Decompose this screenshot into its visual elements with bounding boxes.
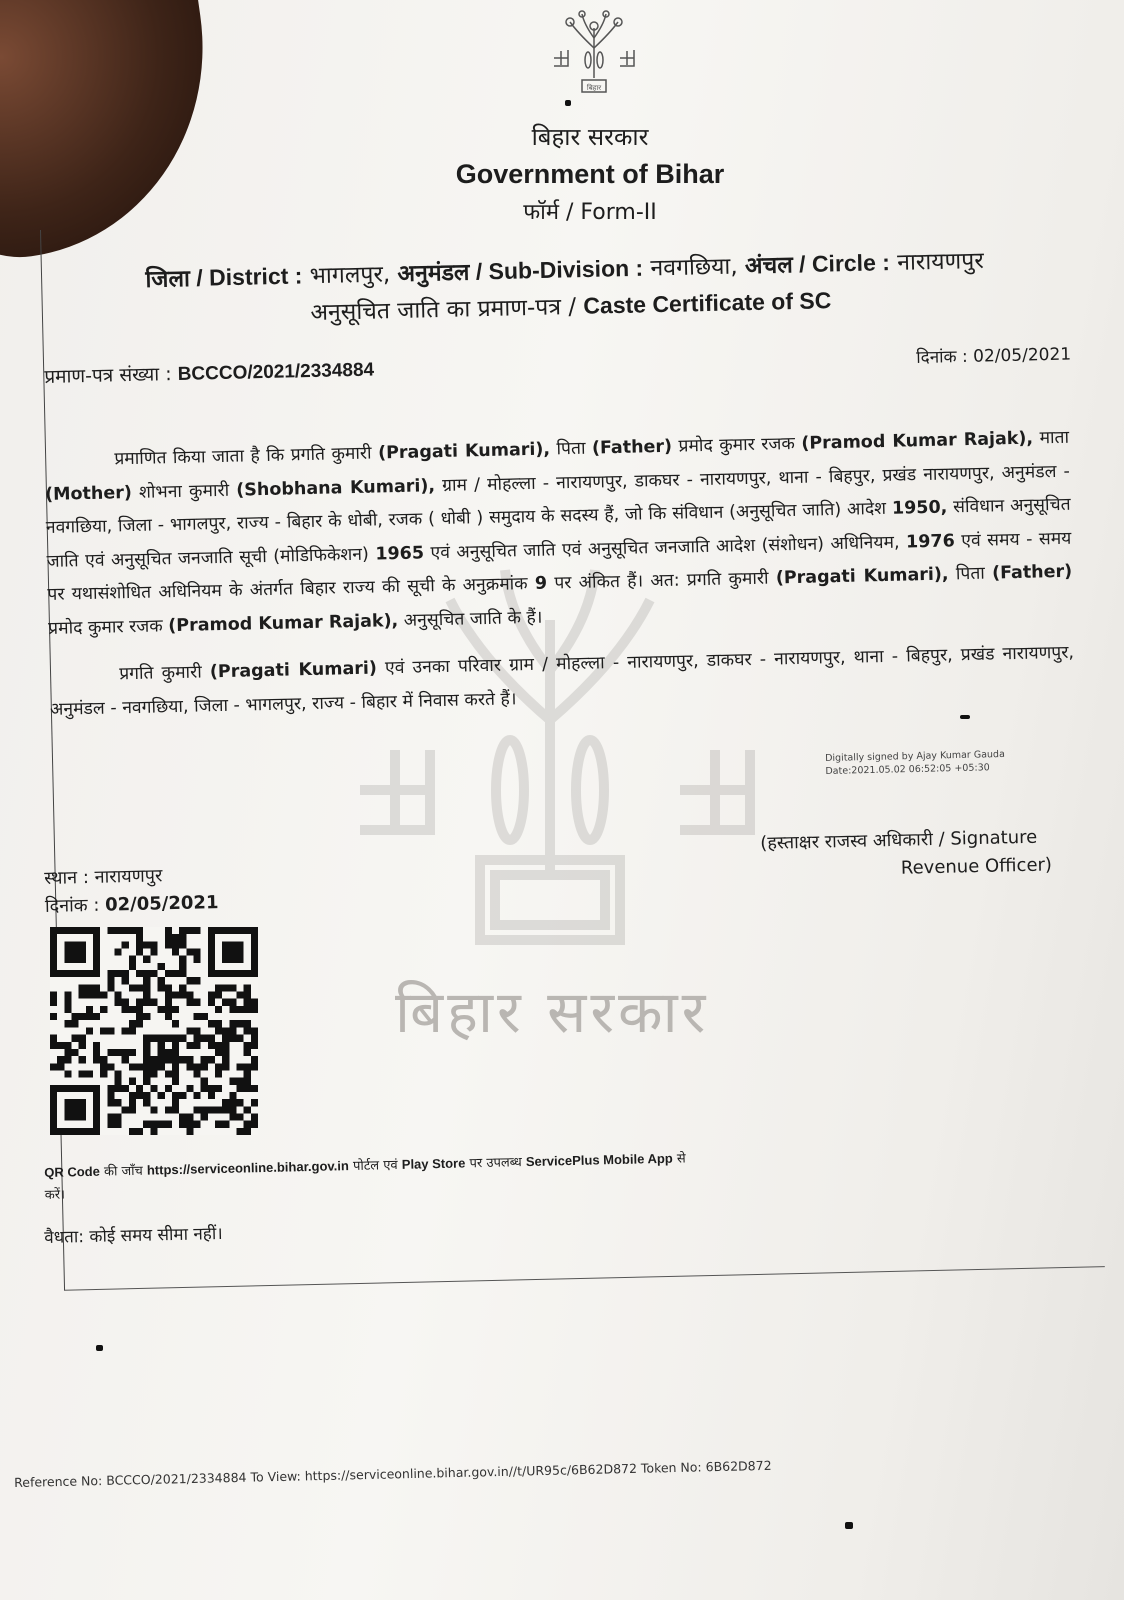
- speck: [960, 715, 970, 719]
- person-name: (Pragati Kumari),: [775, 564, 949, 589]
- form-number: फॉर्म / Form-II: [523, 200, 657, 225]
- body-text: अनुसूचित जाति के हैं।: [403, 607, 543, 631]
- place-label: स्थान :: [44, 866, 90, 889]
- qr-note-app: ServicePlus Mobile App: [525, 1150, 673, 1170]
- father-label: (Father): [591, 436, 673, 459]
- body-text: प्रमाणित किया जाता है कि प्रगति कुमारी: [114, 443, 372, 470]
- speck: [565, 100, 571, 106]
- person-name: (Pragati Kumari): [209, 658, 378, 683]
- circle-label: अंचल / Circle :: [744, 249, 891, 279]
- body-text: प्रमोद कुमार रजक: [678, 433, 796, 457]
- speck: [96, 1345, 103, 1351]
- digital-signature-date: Date:2021.05.02 06:52:05 +05:30: [825, 762, 990, 777]
- validity: वैधता: कोई समय सीमा नहीं।: [44, 1223, 223, 1248]
- gov-hindi: बिहार सरकार: [531, 123, 649, 151]
- gov-english: Government of Bihar: [455, 159, 725, 189]
- qr-note-text: पोर्टल एवं: [352, 1157, 398, 1174]
- footer-reference: Reference No: BCCCO/2021/2334884 To View: https://serviceonline.bihar.gov.in//t/UR95c/6B62D872 Token No: 6B62D872: [14, 1457, 772, 1490]
- issue-date-label: दिनांक :: [44, 894, 100, 917]
- date-top: दिनांक : 02/05/2021: [916, 344, 1072, 368]
- order-year: 1950,: [891, 497, 948, 519]
- signatory-line-2: Revenue Officer): [900, 854, 1053, 879]
- body-text: एवं समय - समय पर यथासंशोधित अधिनियम के अंतर्गत बिहार राज्य की सूची के अनुक्रमांक: [47, 528, 1072, 605]
- father-name: (Pramod Kumar Rajak),: [168, 610, 399, 636]
- qr-note-text: की जाँच: [103, 1163, 143, 1180]
- district-value: भागलपुर,: [309, 261, 391, 290]
- qr-note-text: पर उपलब्ध: [469, 1155, 522, 1172]
- certificate-number-label: प्रमाण-पत्र संख्या :: [44, 363, 172, 388]
- order-year: 1976: [905, 530, 955, 552]
- body-paragraph-1: [44, 422, 1073, 646]
- mother-label: (Mother): [44, 482, 133, 505]
- father-label: (Father): [991, 561, 1073, 584]
- person-name: (Pragati Kumari),: [377, 439, 551, 464]
- subdivision-label: अनुमंडल / Sub-Division :: [397, 254, 644, 287]
- qr-code[interactable]: [50, 925, 258, 1137]
- body-text: एवं अनुसूचित जाति एवं अनुसूचित जनजाति आदेश (संशोधन) अधिनियम,: [430, 532, 900, 563]
- order-year: 1965: [375, 542, 425, 565]
- svg-text:बिहार: बिहार: [586, 84, 602, 92]
- bihar-emblem: [548, 8, 640, 96]
- digital-signature-signer: Digitally signed by Ajay Kumar Gauda: [825, 748, 1005, 764]
- issue-date-row: [45, 889, 219, 921]
- watermark-text: बिहार सरकार: [395, 978, 710, 1046]
- body-text: प्रमोद कुमार रजक: [47, 615, 163, 639]
- body-text: पिता: [556, 438, 586, 460]
- qr-note-text: QR Code: [44, 1163, 101, 1180]
- signatory: [760, 823, 1052, 886]
- body-text: शोभना कुमारी: [138, 480, 230, 503]
- header: [400, 120, 780, 226]
- circle-value: नारायणपुर: [896, 247, 984, 276]
- qr-note-text: से करें।: [44, 1151, 686, 1203]
- qr-note-store: Play Store: [401, 1155, 466, 1172]
- place-row: [44, 861, 218, 893]
- subdivision-value: नवगछिया,: [650, 253, 738, 282]
- title-hindi: अनुसूचित जाति का प्रमाण-पत्र /: [310, 293, 577, 326]
- signatory-line-1: (हस्ताक्षर राजस्व अधिकारी / Signature: [760, 826, 1038, 854]
- body-text: ग्राम / मोहल्ला - नारायणपुर, डाकघर - नारायणपुर, थाना - बिहपुर, प्रखंड नारायणपुर, अनुमंडल - नवगछिया, जिला - भागलपुर, राज्य - बिहार के धोबी, रजक ( धोबी ) समुदाय के सदस्य हैं, जो कि संविधान (अनुसूचित जाति) आदेश: [45, 461, 1071, 538]
- title-english: Caste Certificate of SC: [583, 287, 832, 319]
- body-text: माता: [1039, 427, 1070, 449]
- serial-number: 9: [534, 573, 548, 594]
- body-text: पर अंकित हैं। अत: प्रगति कुमारी: [554, 568, 769, 594]
- qr-note-url[interactable]: https://serviceonline.bihar.gov.in: [146, 1158, 350, 1178]
- body-text: संविधान अनुसूचित जाति एवं अनुसूचित जनजाति सूची (मोडिफिकेशन): [46, 494, 1071, 572]
- issue-date-value: 02/05/2021: [104, 892, 219, 916]
- digital-signature: [825, 748, 1005, 778]
- body-text: एवं उनका परिवार ग्राम / मोहल्ला - नारायणपुर, डाकघर - नारायणपुर, थाना - बिहपुर, प्रखंड नारायणपुर, अनुमंडल - नवगछिया, जिला - भागलपुर, राज्य - बिहार में निवास करते हैं।: [49, 642, 1075, 720]
- mother-name: (Shobhana Kumari),: [236, 475, 436, 501]
- body-text: प्रगति कुमारी: [118, 662, 203, 685]
- certificate-number-value: BCCCO/2021/2334884: [177, 359, 375, 385]
- place-value: नारायणपुर: [94, 865, 163, 888]
- place-date: [44, 861, 219, 921]
- certificate-body: [44, 422, 1075, 727]
- body-text: पिता: [955, 563, 986, 585]
- speck: [845, 1522, 853, 1529]
- district-label: जिला / District :: [145, 262, 303, 292]
- father-name: (Pramod Kumar Rajak),: [801, 428, 1034, 454]
